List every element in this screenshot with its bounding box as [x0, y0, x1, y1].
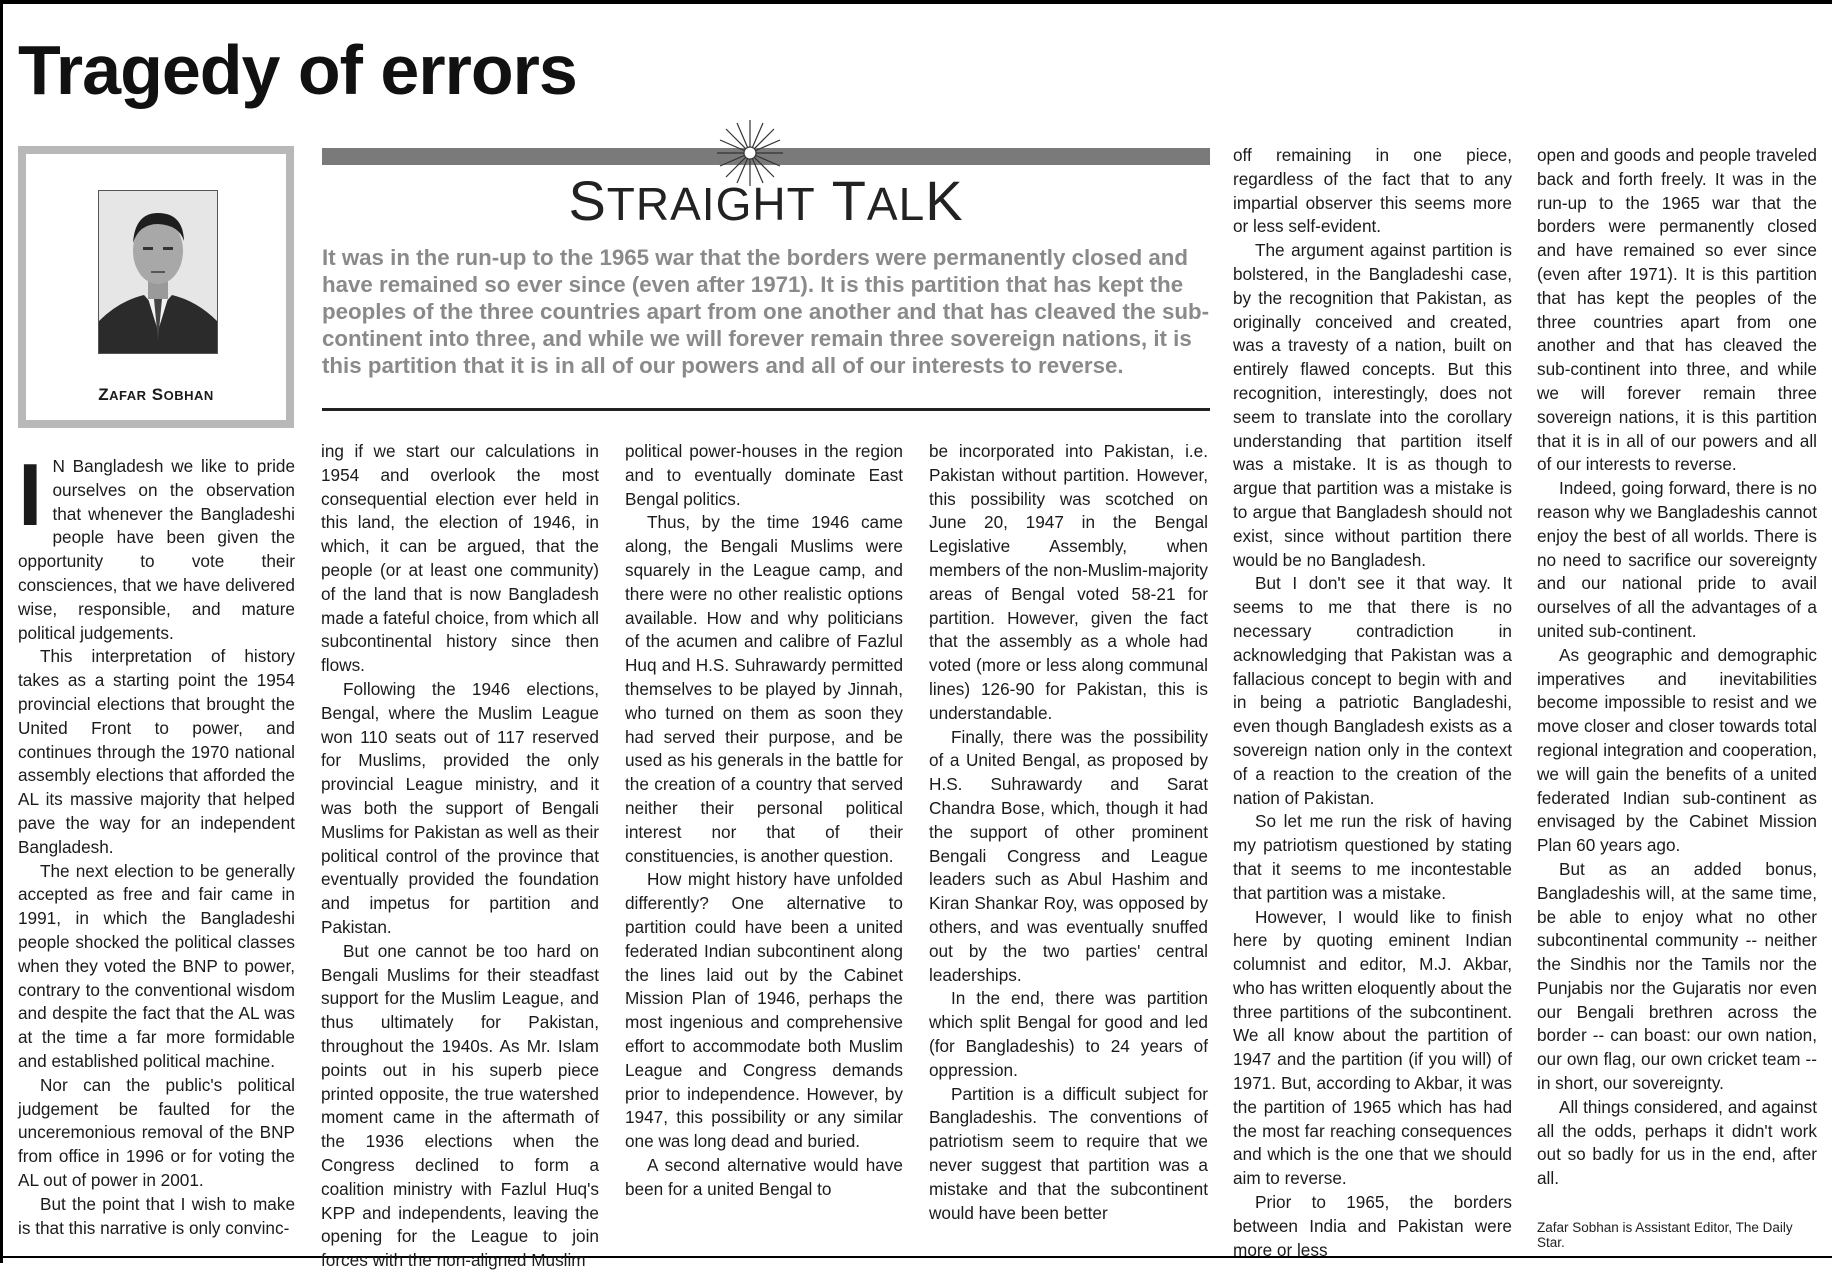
paragraph: All things considered, and against all the odds, perhaps it didn't work out so badly for us in the end, after all.: [1537, 1096, 1817, 1189]
author-last-rest: OBHAN: [163, 388, 214, 403]
paragraph: How might history have unfolded differently? One alternative to partition could have been a united federated Indian subcontinent along the lines laid out by the Cabinet Mission Plan of 1946, perhaps the most ingenious and comprehensive effort to accommodate both Muslim League and Congress demands prior to independence. However, by 1947, this possibility or any similar one was long dead and buried.: [625, 869, 903, 1152]
paragraph: open and goods and people traveled back and forth freely. It was in the run-up to the 1965 war that the borders were permanently closed and have remained so ever since (even after 1971). It is this partition that has kept the peoples of the three countries apart from one another and that has cleaved the sub-continent into three, and while we will forever remain three sovereign nations, it is this partition that it is in all of our powers and all of our interests to reverse.: [1537, 145, 1817, 475]
kicker-traight: TRAIGHT: [606, 178, 816, 230]
paragraph: Finally, there was the possibility of a United Bengal, as proposed by H.S. Suhrawardy and Sarat Chandra Bose, which, though it had the support of other prominent Bengali Congress and League leaders such as Abul Hashim and Kiran Shankar Roy, was opposed by others, and was eventually snuffed out by the two parties' central leaderships.: [929, 726, 1208, 985]
paragraph: be incorporated into Pakistan, i.e. Pakistan without partition. However, this possibility was scotched on June 20, 1947 in the Bengal Legislative Assembly, when members of the non-Muslim-majority areas of Bengal voted 58-21 for partition. However, given the fact that the assembly as a whole had voted (more or less along communal lines) 126-90 for Pakistan, this is understandable.: [929, 441, 1208, 723]
author-first-initial: Z: [98, 385, 110, 404]
section-kicker: [322, 168, 1210, 233]
paragraph: political power-houses in the region and to eventually dominate East Bengal politics.: [625, 441, 903, 509]
paragraph: But one cannot be too hard on Bengali Muslims for their steadfast support for the Muslim League, and thus ultimately for Pakistan, throughout the 1940s. As Mr. Islam points out in his superb piece printed opposite, the true watershed moment came in the aftermath of the 1936 elections when the Congress declined to form a coalition ministry with Fazlul Huq's KPP and independents, leaving the opening for the League to join forces with the non-aligned Muslim: [321, 940, 599, 1271]
paragraph: But as an added bonus, Bangladeshis will, at the same time, be able to enjoy what no other subcontinental community -- neither the Sindhis nor the Tamils nor the Punjabis nor the Gujaratis nor even our Bengali brethren across the border -- can boast: our own nation, our own flag, our own cricket team -- in short, our sovereignty.: [1537, 858, 1817, 1094]
author-first-rest: AFAR: [109, 388, 147, 403]
paragraph: Following the 1946 elections, Bengal, where the Muslim League won 110 seats out of 117 reserved for Muslims, provided the only provincial League ministry, and it was both the support of Bengali Muslims for Pakistan as well as their political control of the province that eventually provided the foundation and impetus for partition and Pakistan.: [321, 678, 599, 937]
drop-cap: I: [18, 445, 43, 544]
paragraph: But the point that I wish to make is that this narrative is only convinc-: [18, 1193, 295, 1238]
paragraph: ing if we start our calculations in 1954 and overlook the most consequential election ever held in this land, the election of 1946, in which, it can be argued, that the people (or at least one community) of the land that is now Bangladesh made a fateful choice, from which all subcontinental history since then flows.: [321, 441, 599, 676]
column-3: [625, 440, 903, 1202]
paragraph: A second alternative would have been for a united Bengal to: [625, 1154, 903, 1199]
author-credit: Zafar Sobhan is Assistant Editor, The Daily Star.: [1537, 1220, 1793, 1250]
author-portrait-icon: [98, 190, 218, 354]
paragraph: Partition is a difficult subject for Bangladeshis. The conventions of patriotism seem to require that we never suggest that partition was a mistake and that the subcontinent would have been better: [929, 1083, 1208, 1223]
paragraph: But I don't see it that way. It seems to me that there is no necessary contradiction in acknowledging that Pakistan was a fallacious concept to begin with and in being a patriotic Bangladeshi, even though Bangladesh exists as a sovereign nation only in the context of a reaction to the creation of the nation of Pakistan.: [1233, 573, 1512, 808]
column-1: [18, 445, 295, 1240]
column-5: [1233, 144, 1512, 1262]
pull-quote-rule: [322, 408, 1210, 411]
paragraph: This interpretation of history takes as a starting point the 1954 provincial elections that brought the United Front to power, and continues through the 1970 national assembly elections that afforded the AL its massive majority that helped pave the way for an independent Bangladesh.: [18, 646, 295, 857]
left-border: [0, 0, 3, 1263]
paragraph: off remaining in one piece, regardless of the fact that to any impartial observer this seems more or less self-evident.: [1233, 145, 1512, 237]
paragraph: Indeed, going forward, there is no reason why we Bangladeshis cannot enjoy the best of all worlds. There is no need to sacrifice our sovereignty and our national pride to avail ourselves of all the advantages of a united sub-continent.: [1537, 478, 1817, 641]
column-4: [929, 440, 1208, 1225]
author-name: [18, 385, 294, 405]
paragraph: As geographic and demographic imperatives and inevitabilities become impossible to resist and we move closer and closer towards total regional integration and cooperation, we will gain the benefits of a united federated Indian sub-continent as envisaged by the Cabinet Mission Plan 60 years ago.: [1537, 644, 1817, 856]
top-border: [0, 0, 1832, 4]
headline: Tragedy of errors: [18, 31, 577, 109]
paragraph-text: N Bangladesh we like to pride ourselves on the observation that whenever the Bangladeshi people have been given the opportunity to vote their consciences, that we have delivered wise, responsible, and mature political judgements.: [18, 456, 295, 643]
paragraph: However, I would like to finish here by quoting eminent Indian columnist and editor, M.J. Akbar, who has written eloquently about the three partitions of the subcontinent. We all know about the partition of 1947 and the partition (if you will) of 1971. But, according to Akbar, it was the partition of 1965 which has had the most far reaching consequences and which is the one that we should aim to reverse.: [1233, 906, 1513, 1189]
paragraph: In the end, there was partition which split Bengal for good and led (for Bangladeshis) to 24 years of oppression.: [929, 988, 1208, 1080]
paragraph: The argument against partition is bolstered, in the Bangladeshi case, by the recognition that Pakistan, as originally conceived and created, was a travesty of a nation, built on entirely flawed concepts. But this recognition, interestingly, does not seem to translate into the corollary understanding that partition itself was a mistake. It is as though to argue that partition was a mistake is to argue that Bangladesh should not exist, since without partition there would be no Bangladesh.: [1233, 240, 1512, 570]
paragraph: The next election to be generally accepted as free and fair came in 1991, in which the Bangladeshi people shocked the political classes when they voted the BNP to power, contrary to the conventional wisdom and despite the fact that the AL was at the time a far more formidable and established political machine.: [18, 860, 295, 1071]
author-portrait-svg: [99, 191, 217, 353]
kicker-k: K: [925, 169, 964, 232]
kicker-al: AL: [866, 178, 926, 230]
pull-quote: It was in the run-up to the 1965 war that the borders were permanently closed and have remained so ever since (even after 1971). It is this partition that has kept the peoples of the three countries apart from one another and that has cleaved the sub-continent into three, and while we will forever remain three sovereign nations, it is this partition that it is in all of our powers and all of our interests to reverse.: [322, 245, 1210, 378]
paragraph: Nor can the public's political judgement be faulted for the unceremonious removal of the BNP from office in 1996 or for voting the AL out of power in 2001.: [18, 1074, 295, 1190]
column-6: [1537, 144, 1817, 1191]
paragraph: [18, 445, 295, 645]
paragraph: Thus, by the time 1946 came along, the Bengali Muslims were squarely in the League camp, and there were no other realistic options available. How and why politicians of the acumen and calibre of Fazlul Huq and H.S. Suhrawardy permitted themselves to be played by Jinnah, who turned on them as soon they had served their purpose, and be used as his generals in the battle for the creation of a country that served neither their personal political interest nor that of their constituencies, is another question.: [625, 512, 903, 866]
paragraph: Prior to 1965, the borders between India and Pakistan were more or less: [1233, 1192, 1512, 1260]
author-last-initial: S: [151, 385, 164, 404]
column-2: [321, 440, 599, 1273]
bottom-border: [0, 1256, 1832, 1258]
kicker-t: T: [831, 169, 867, 232]
kicker-s: S: [568, 169, 607, 232]
paragraph: So let me run the risk of having my patriotism questioned by stating that it seems to me incontestable that partition was a mistake.: [1233, 811, 1512, 903]
